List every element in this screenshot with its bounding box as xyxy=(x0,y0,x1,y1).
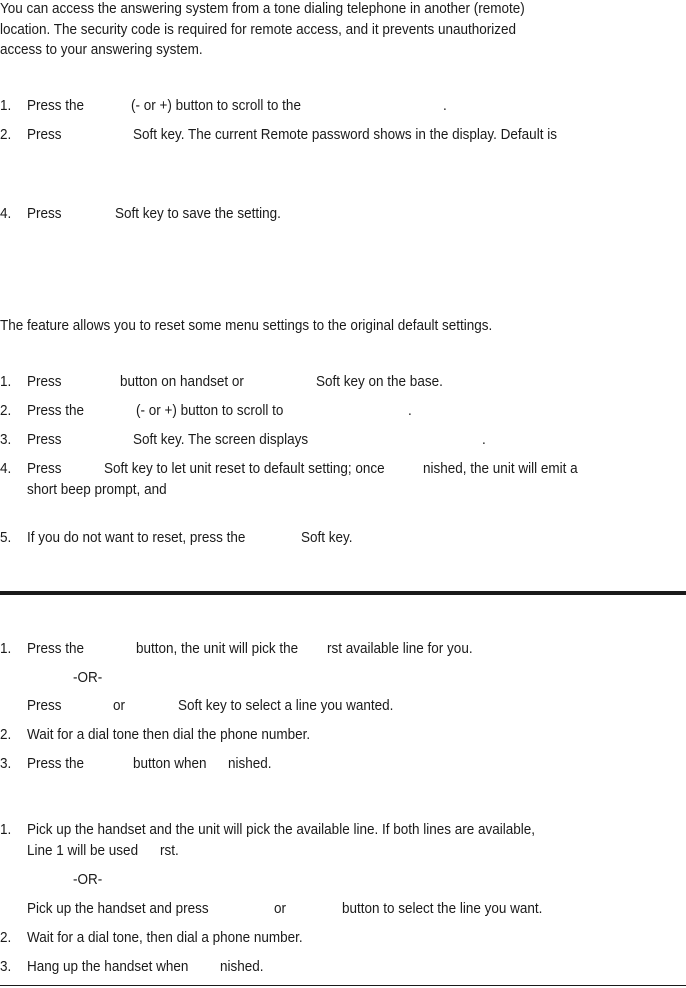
or-label: -OR- xyxy=(73,669,103,686)
step-text: Pick up the handset and the unit will pick the available line. If both lines are available, xyxy=(27,821,536,838)
step-text: button on handset or xyxy=(120,373,244,390)
step-number: 3. xyxy=(0,755,12,772)
step-text: Pick up the handset and press xyxy=(27,900,209,917)
step-text-continued: short beep prompt, and xyxy=(27,481,167,498)
step-text: Press xyxy=(27,431,62,448)
step-text: Press xyxy=(27,697,62,714)
step-text: Press the xyxy=(27,402,85,419)
step-number: 2. xyxy=(0,126,12,143)
step-number: 2. xyxy=(0,402,12,419)
step-number: 4. xyxy=(0,460,12,477)
step-text: Soft key to select a line you wanted. xyxy=(178,697,394,714)
step-text: rst available line for you. xyxy=(327,640,473,657)
step-text: or xyxy=(274,900,287,917)
step-text: (- or +) button to scroll to xyxy=(136,402,284,419)
step-text: Soft key. The current Remote password shows in the display. Default is xyxy=(133,126,557,143)
step-text: Press xyxy=(27,205,62,222)
step-number: 1. xyxy=(0,373,12,390)
bottom-divider xyxy=(0,985,686,986)
step-number: 3. xyxy=(0,431,12,448)
step-number: 4. xyxy=(0,205,12,222)
step-text: Soft key to save the setting. xyxy=(115,205,281,222)
step-text: Soft key on the base. xyxy=(316,373,443,390)
step-text: . xyxy=(482,431,486,448)
step-text: or xyxy=(113,697,126,714)
step-text: . xyxy=(408,402,412,419)
step-number: 3. xyxy=(0,958,12,975)
step-text: Press the xyxy=(27,640,85,657)
step-text: Wait for a dial tone, then dial a phone number. xyxy=(27,929,303,946)
step-text: Press the xyxy=(27,97,85,114)
step-text: button, the unit will pick the xyxy=(136,640,299,657)
intro-line-1: You can access the answering system from a tone dialing telephone in another (remote) xyxy=(0,0,525,17)
step-text: Press xyxy=(27,126,62,143)
step-text: (- or +) button to scroll to the xyxy=(131,97,301,114)
step-text: nished. xyxy=(228,755,272,772)
step-text: Press xyxy=(27,460,62,477)
step-text: . xyxy=(443,97,447,114)
step-text: Hang up the handset when xyxy=(27,958,189,975)
step-text: nished, the unit will emit a xyxy=(423,460,578,477)
or-label: -OR- xyxy=(73,871,103,888)
step-number: 1. xyxy=(0,97,12,114)
step-text: Soft key. The screen displays xyxy=(133,431,309,448)
step-text: Wait for a dial tone then dial the phone number. xyxy=(27,726,311,743)
step-text: Press xyxy=(27,373,62,390)
step-text: Soft key to let unit reset to default setting; once xyxy=(104,460,385,477)
step-text: nished. xyxy=(220,958,264,975)
step-text: Soft key. xyxy=(301,529,353,546)
step-text-continued: rst. xyxy=(160,842,179,859)
step-text-continued: Line 1 will be used xyxy=(27,842,139,859)
step-text: button when xyxy=(133,755,207,772)
intro-line-2: location. The security code is required for remote access, and it prevents unauthorized xyxy=(0,21,517,38)
step-number: 2. xyxy=(0,929,12,946)
section-divider xyxy=(0,591,686,595)
step-number: 5. xyxy=(0,529,12,546)
reset-intro: The feature allows you to reset some menu settings to the original default settings. xyxy=(0,317,493,334)
step-text: button to select the line you want. xyxy=(342,900,543,917)
intro-line-3: access to your answering system. xyxy=(0,41,203,58)
step-text: Press the xyxy=(27,755,85,772)
step-number: 2. xyxy=(0,726,12,743)
step-text: If you do not want to reset, press the xyxy=(27,529,246,546)
step-number: 1. xyxy=(0,821,12,838)
step-number: 1. xyxy=(0,640,12,657)
